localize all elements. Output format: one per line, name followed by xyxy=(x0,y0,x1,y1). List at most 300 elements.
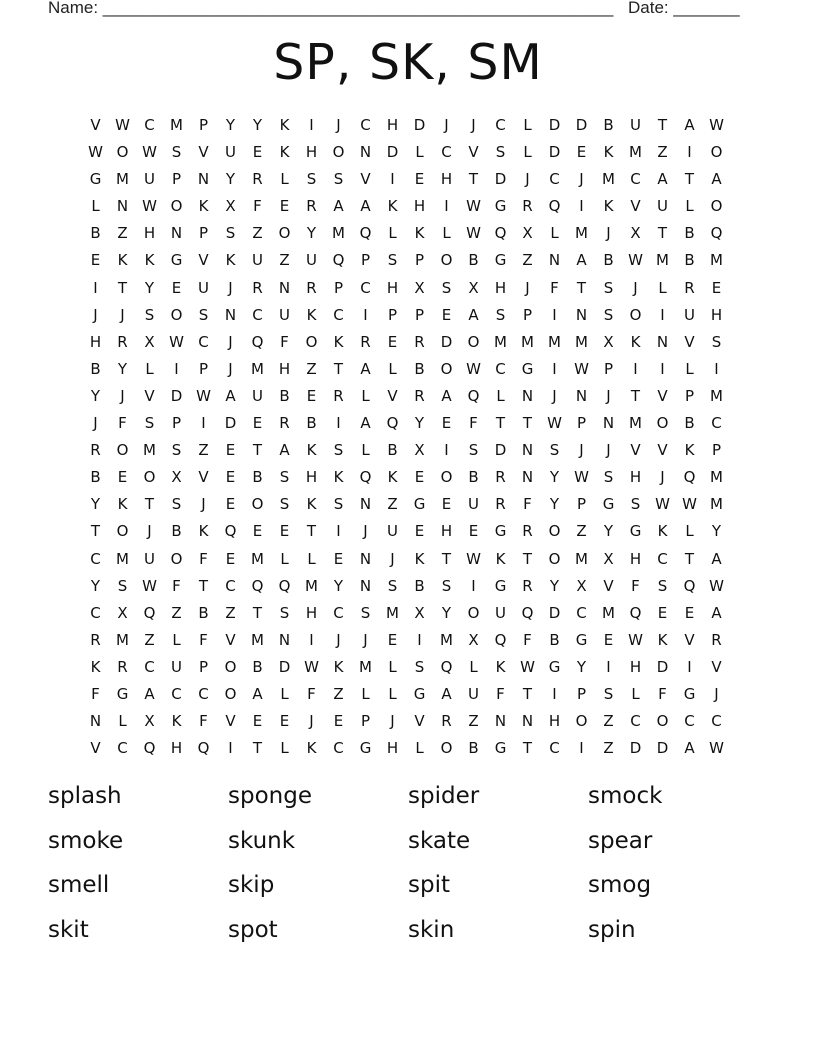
grid-letter: P xyxy=(576,495,587,514)
grid-letter: T xyxy=(198,576,209,595)
grid-letter: L xyxy=(280,739,289,758)
grid-letter: I xyxy=(336,522,341,541)
grid-letter: A xyxy=(711,170,722,189)
grid-letter: I xyxy=(174,359,179,378)
grid-letter: L xyxy=(685,197,694,216)
grid-letter: O xyxy=(440,739,453,758)
grid-letter: Y xyxy=(414,414,425,433)
grid-letter: Y xyxy=(576,657,587,676)
grid-letter: J xyxy=(336,630,341,649)
grid-letter: P xyxy=(198,657,209,676)
grid-letter: S xyxy=(387,251,398,270)
grid-letter: Y xyxy=(90,576,101,595)
grid-letter: E xyxy=(414,170,425,189)
grid-letter: T xyxy=(522,739,533,758)
grid-letter: F xyxy=(307,684,316,703)
grid-letter: L xyxy=(523,116,532,134)
grid-letter: T xyxy=(522,414,533,433)
grid-letter: S xyxy=(198,305,209,324)
grid-letter: I xyxy=(444,441,449,460)
grid-letter: U xyxy=(468,684,479,703)
grid-letter: X xyxy=(576,576,587,595)
grid-letter: L xyxy=(469,657,478,676)
grid-letter: V xyxy=(90,116,101,134)
grid-letter: S xyxy=(279,495,290,514)
grid-letter: P xyxy=(333,278,344,297)
grid-letter: T xyxy=(657,224,668,243)
grid-letter: X xyxy=(522,224,533,243)
grid-letter: J xyxy=(579,441,584,460)
letter-grid xyxy=(82,112,730,762)
grid-letter: R xyxy=(495,495,506,514)
grid-letter: S xyxy=(711,332,722,351)
grid-letter: M xyxy=(251,630,264,649)
grid-letter: P xyxy=(360,251,371,270)
grid-letter: P xyxy=(387,305,398,324)
grid-letter: Y xyxy=(603,522,614,541)
grid-letter: E xyxy=(225,495,236,514)
grid-letter: H xyxy=(710,305,723,324)
grid-letter: Q xyxy=(494,630,507,649)
grid-letter: V xyxy=(414,712,425,731)
grid-letter: L xyxy=(523,143,532,162)
grid-letter: N xyxy=(575,386,588,405)
grid-letter: Q xyxy=(278,576,291,595)
grid-letter: I xyxy=(687,657,692,676)
grid-letter: Y xyxy=(711,522,722,541)
grid-letter: S xyxy=(603,684,614,703)
grid-letter: P xyxy=(414,251,425,270)
grid-letter: C xyxy=(90,549,101,568)
grid-letter: K xyxy=(171,712,182,731)
grid-letter: I xyxy=(579,739,584,758)
grid-letter: T xyxy=(522,549,533,568)
grid-letter: S xyxy=(279,468,290,487)
grid-letter: H xyxy=(305,468,318,487)
grid-letter: A xyxy=(360,414,371,433)
grid-letter: D xyxy=(386,143,399,162)
grid-letter: T xyxy=(144,495,155,514)
grid-letter: B xyxy=(306,414,317,433)
grid-letter: L xyxy=(280,549,289,568)
grid-letter: E xyxy=(333,549,344,568)
grid-letter: M xyxy=(116,630,129,649)
grid-letter: J xyxy=(363,630,368,649)
grid-letter: Z xyxy=(576,522,587,541)
grid-letter: D xyxy=(548,116,561,134)
grid-letter: G xyxy=(575,630,588,649)
grid-letter: E xyxy=(414,522,425,541)
grid-letter: G xyxy=(683,684,696,703)
grid-letter: H xyxy=(440,522,453,541)
grid-letter: E xyxy=(684,603,695,622)
grid-letter: I xyxy=(417,630,422,649)
grid-letter: I xyxy=(309,630,314,649)
grid-letter: N xyxy=(197,170,210,189)
grid-letter: T xyxy=(90,522,101,541)
grid-letter: D xyxy=(278,657,291,676)
grid-letter: S xyxy=(414,657,425,676)
grid-letter: S xyxy=(387,576,398,595)
grid-letter: B xyxy=(90,224,101,243)
grid-letter: O xyxy=(170,197,183,216)
grid-letter: O xyxy=(305,332,318,351)
grid-letter: N xyxy=(521,712,534,731)
grid-letter: O xyxy=(710,143,723,162)
grid-letter: T xyxy=(333,359,344,378)
grid-letter: X xyxy=(117,603,128,622)
grid-letter: N xyxy=(521,441,534,460)
grid-letter: H xyxy=(548,712,561,731)
grid-letter: N xyxy=(359,143,372,162)
grid-letter: G xyxy=(602,495,615,514)
grid-letter: H xyxy=(494,278,507,297)
grid-letter: Z xyxy=(522,251,533,270)
grid-letter: R xyxy=(279,414,290,433)
grid-letter: H xyxy=(386,278,399,297)
grid-letter: A xyxy=(711,603,722,622)
grid-letter: V xyxy=(684,630,695,649)
grid-letter: T xyxy=(252,441,263,460)
grid-letter: R xyxy=(252,278,263,297)
grid-letter: R xyxy=(522,197,533,216)
grid-letter: N xyxy=(89,712,102,731)
grid-letter: P xyxy=(576,414,587,433)
grid-letter: Z xyxy=(252,224,263,243)
grid-letter: U xyxy=(657,197,668,216)
grid-letter: E xyxy=(252,414,263,433)
grid-letter: Q xyxy=(386,414,399,433)
grid-letter: K xyxy=(333,332,344,351)
grid-letter: J xyxy=(471,116,476,134)
grid-letter: E xyxy=(306,386,317,405)
grid-letter: M xyxy=(116,549,129,568)
grid-letter: W xyxy=(682,495,697,514)
grid-letter: X xyxy=(468,630,479,649)
grid-letter: Q xyxy=(224,522,237,541)
word-list-item: smoke xyxy=(48,827,124,854)
grid-letter: Z xyxy=(468,712,479,731)
grid-letter: B xyxy=(603,116,614,134)
grid-letter: V xyxy=(144,386,155,405)
grid-letter: A xyxy=(684,739,695,758)
word-list-item: spider xyxy=(408,783,480,809)
grid-letter: B xyxy=(252,657,263,676)
grid-letter: E xyxy=(414,468,425,487)
grid-letter: T xyxy=(657,116,668,134)
grid-letter: H xyxy=(143,224,156,243)
grid-letter: Z xyxy=(171,603,182,622)
grid-letter: R xyxy=(441,712,452,731)
grid-letter: V xyxy=(198,251,209,270)
grid-letter: S xyxy=(657,576,668,595)
grid-letter: C xyxy=(198,332,209,351)
grid-letter: Q xyxy=(143,739,156,758)
grid-letter: N xyxy=(521,468,534,487)
grid-letter: E xyxy=(225,549,236,568)
grid-letter: C xyxy=(576,603,587,622)
grid-letter: B xyxy=(603,251,614,270)
grid-letter: C xyxy=(495,116,506,134)
grid-letter: B xyxy=(468,251,479,270)
grid-letter: K xyxy=(144,251,155,270)
grid-letter: H xyxy=(440,170,453,189)
grid-letter: Y xyxy=(549,576,560,595)
grid-letter: A xyxy=(144,684,155,703)
grid-letter: I xyxy=(687,143,692,162)
grid-letter: Z xyxy=(279,251,290,270)
grid-letter: D xyxy=(656,739,669,758)
grid-letter: Z xyxy=(603,712,614,731)
grid-letter: B xyxy=(468,739,479,758)
grid-letter: L xyxy=(118,712,127,731)
grid-letter: W xyxy=(304,657,319,676)
grid-letter: W xyxy=(169,332,184,351)
grid-letter: S xyxy=(144,414,155,433)
grid-letter: R xyxy=(522,576,533,595)
grid-letter: V xyxy=(360,170,371,189)
grid-letter: L xyxy=(685,522,694,541)
grid-letter: Q xyxy=(197,739,210,758)
grid-letter: V xyxy=(90,739,101,758)
grid-letter: G xyxy=(413,495,426,514)
grid-letter: F xyxy=(172,576,181,595)
grid-letter: X xyxy=(171,468,182,487)
grid-letter: K xyxy=(90,657,101,676)
grid-letter: E xyxy=(171,278,182,297)
grid-letter: K xyxy=(684,441,695,460)
grid-letter: Q xyxy=(683,576,696,595)
grid-letter: P xyxy=(711,441,722,460)
grid-letter: Q xyxy=(251,576,264,595)
grid-letter: W xyxy=(142,197,157,216)
grid-letter: O xyxy=(656,712,669,731)
grid-letter: Q xyxy=(710,224,723,243)
grid-letter: C xyxy=(198,684,209,703)
grid-letter: K xyxy=(333,468,344,487)
grid-letter: V xyxy=(657,386,668,405)
grid-letter: K xyxy=(657,630,668,649)
grid-letter: I xyxy=(336,414,341,433)
grid-letter: H xyxy=(278,359,291,378)
grid-letter: J xyxy=(606,224,611,243)
grid-letter: N xyxy=(521,386,534,405)
grid-letter: P xyxy=(603,359,614,378)
grid-letter: P xyxy=(414,305,425,324)
grid-letter: J xyxy=(390,549,395,568)
grid-letter: F xyxy=(280,332,289,351)
grid-letter: U xyxy=(306,251,317,270)
grid-letter: M xyxy=(251,549,264,568)
word-list-item: spear xyxy=(588,827,653,854)
grid-letter: K xyxy=(387,468,398,487)
grid-letter: I xyxy=(390,170,395,189)
grid-letter: F xyxy=(91,684,100,703)
grid-letter: I xyxy=(363,305,368,324)
grid-letter: M xyxy=(710,495,723,514)
grid-letter: R xyxy=(360,332,371,351)
grid-letter: C xyxy=(630,170,641,189)
grid-letter: L xyxy=(280,170,289,189)
grid-letter: X xyxy=(414,441,425,460)
grid-letter: C xyxy=(549,739,560,758)
grid-letter: A xyxy=(711,549,722,568)
grid-letter: Q xyxy=(683,468,696,487)
grid-letter: I xyxy=(579,197,584,216)
word-list-item: skate xyxy=(408,827,471,854)
grid-letter: H xyxy=(386,116,399,134)
grid-letter: R xyxy=(252,170,263,189)
grid-letter: G xyxy=(548,657,561,676)
grid-letter: B xyxy=(252,468,263,487)
grid-letter: F xyxy=(199,712,208,731)
grid-letter: N xyxy=(278,630,291,649)
grid-letter: R xyxy=(333,386,344,405)
grid-letter: U xyxy=(495,603,506,622)
grid-letter: E xyxy=(225,441,236,460)
grid-letter: Y xyxy=(117,359,128,378)
grid-letter: N xyxy=(656,332,669,351)
grid-letter: C xyxy=(684,712,695,731)
grid-letter: Q xyxy=(521,603,534,622)
grid-letter: M xyxy=(305,576,318,595)
grid-letter: R xyxy=(414,332,425,351)
grid-letter: O xyxy=(575,712,588,731)
grid-letter: R xyxy=(414,386,425,405)
grid-letter: E xyxy=(117,468,128,487)
grid-letter: I xyxy=(471,576,476,595)
grid-letter: B xyxy=(468,468,479,487)
grid-letter: S xyxy=(279,603,290,622)
word-list-item: skit xyxy=(48,916,89,943)
grid-letter: Q xyxy=(359,468,372,487)
grid-letter: D xyxy=(494,441,507,460)
grid-letter: U xyxy=(279,305,290,324)
grid-letter: Q xyxy=(548,197,561,216)
grid-letter: Z xyxy=(117,224,128,243)
grid-letter: H xyxy=(629,468,642,487)
grid-letter: C xyxy=(711,414,722,433)
grid-letter: D xyxy=(656,657,669,676)
grid-letter: O xyxy=(224,657,237,676)
grid-letter: J xyxy=(120,305,125,324)
grid-letter: T xyxy=(441,549,452,568)
grid-letter: O xyxy=(224,684,237,703)
grid-letter: K xyxy=(603,143,614,162)
grid-letter: D xyxy=(548,603,561,622)
grid-letter: O xyxy=(656,414,669,433)
grid-letter: C xyxy=(144,657,155,676)
grid-letter: G xyxy=(494,197,507,216)
grid-letter: M xyxy=(710,251,723,270)
grid-letter: E xyxy=(252,143,263,162)
grid-letter: L xyxy=(145,359,154,378)
grid-letter: F xyxy=(253,197,262,216)
grid-letter: C xyxy=(360,116,371,134)
grid-letter: K xyxy=(495,549,506,568)
grid-letter: U xyxy=(684,305,695,324)
grid-letter: M xyxy=(548,332,561,351)
grid-letter: Y xyxy=(549,468,560,487)
grid-letter: K xyxy=(198,197,209,216)
grid-letter: H xyxy=(629,657,642,676)
grid-letter: H xyxy=(170,739,183,758)
grid-letter: C xyxy=(441,143,452,162)
grid-letter: B xyxy=(198,603,209,622)
grid-letter: M xyxy=(629,143,642,162)
grid-letter: S xyxy=(495,143,506,162)
grid-letter: K xyxy=(414,224,425,243)
grid-letter: M xyxy=(386,603,399,622)
grid-letter: G xyxy=(413,684,426,703)
grid-letter: S xyxy=(441,576,452,595)
grid-letter: S xyxy=(225,224,236,243)
grid-letter: O xyxy=(332,143,345,162)
grid-letter: O xyxy=(548,522,561,541)
grid-letter: J xyxy=(525,278,530,297)
grid-letter: O xyxy=(548,549,561,568)
grid-letter: M xyxy=(575,549,588,568)
grid-letter: P xyxy=(576,684,587,703)
grid-letter: C xyxy=(171,684,182,703)
grid-letter: S xyxy=(360,603,371,622)
grid-letter: K xyxy=(603,197,614,216)
grid-letter: N xyxy=(575,305,588,324)
grid-letter: C xyxy=(144,116,155,134)
grid-letter: C xyxy=(711,712,722,731)
grid-letter: R xyxy=(90,441,101,460)
grid-letter: V xyxy=(198,143,209,162)
grid-letter: F xyxy=(631,576,640,595)
grid-letter: J xyxy=(201,495,206,514)
grid-letter: L xyxy=(361,441,370,460)
grid-letter: U xyxy=(387,522,398,541)
grid-letter: W xyxy=(196,386,211,405)
word-list-item: spot xyxy=(228,916,278,943)
grid-letter: K xyxy=(279,116,290,134)
grid-letter: O xyxy=(629,305,642,324)
grid-letter: W xyxy=(628,630,643,649)
grid-letter: D xyxy=(575,116,588,134)
grid-letter: Y xyxy=(225,116,236,134)
grid-letter: C xyxy=(252,305,263,324)
grid-letter: R xyxy=(117,332,128,351)
grid-letter: K xyxy=(306,441,317,460)
word-list-item: smell xyxy=(48,872,110,898)
grid-letter: X xyxy=(603,332,614,351)
grid-letter: S xyxy=(468,441,479,460)
grid-letter: N xyxy=(548,251,561,270)
grid-letter: Z xyxy=(144,630,155,649)
grid-letter: M xyxy=(359,657,372,676)
grid-letter: U xyxy=(144,549,155,568)
grid-letter: T xyxy=(495,414,506,433)
grid-letter: E xyxy=(441,414,452,433)
grid-letter: T xyxy=(630,386,641,405)
grid-letter: W xyxy=(709,576,724,595)
grid-letter: R xyxy=(306,197,317,216)
grid-letter: U xyxy=(252,251,263,270)
grid-letter: L xyxy=(280,684,289,703)
grid-letter: C xyxy=(333,305,344,324)
grid-letter: L xyxy=(388,684,397,703)
grid-letter: O xyxy=(278,224,291,243)
grid-letter: E xyxy=(387,630,398,649)
grid-letter: L xyxy=(172,630,181,649)
grid-letter: I xyxy=(228,739,233,758)
grid-letter: B xyxy=(684,224,695,243)
grid-letter: B xyxy=(684,251,695,270)
